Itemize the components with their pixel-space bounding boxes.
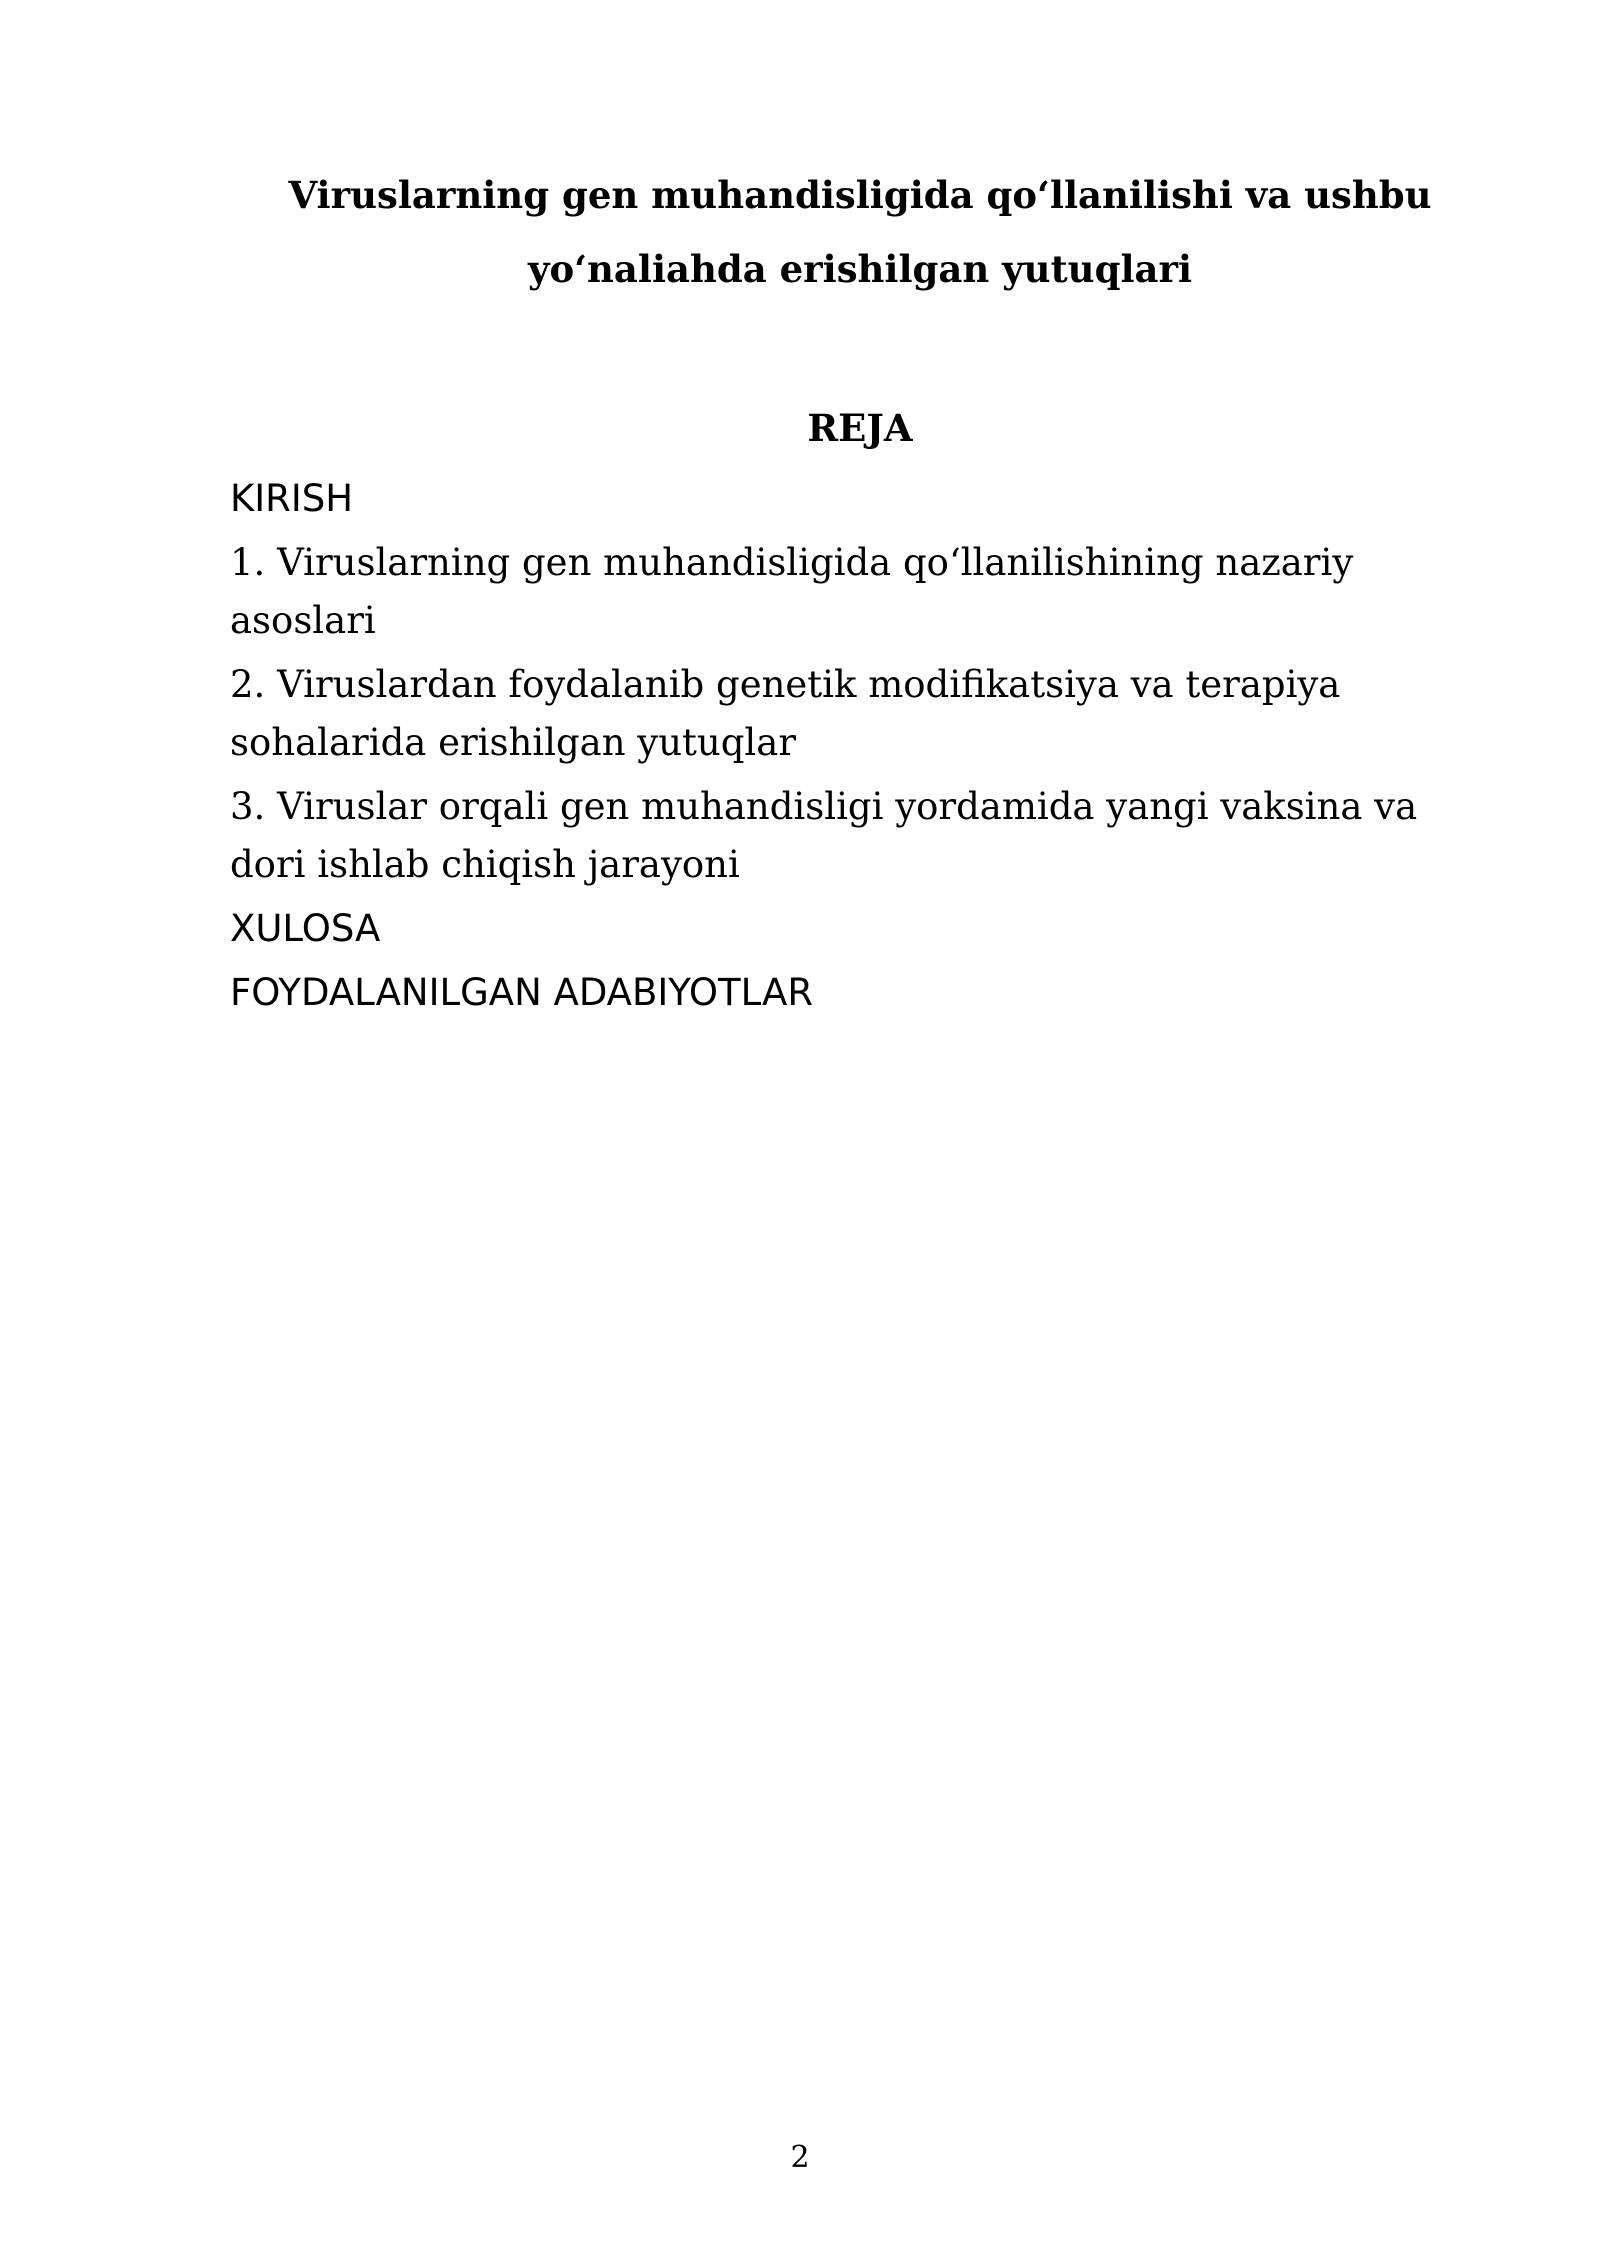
plan-item-introduction: KIRISH [230,477,354,520]
plan-item-conclusion: XULOSA [230,907,381,950]
plan-heading: REJA [807,406,913,450]
page-number: 2 [790,2140,810,2175]
plan-item-references: FOYDALANILGAN ADABIYOTLAR [230,971,814,1014]
document-title [230,158,1490,306]
plan-item-section-1: 1. Viruslarning gen muhandisligida qo‘llanilishining nazariy asoslari [230,541,1354,642]
document-title-line-2: yo‘naliahda erishilgan yutuqlari [527,247,1193,291]
plan-item-section-2: 2. Viruslardan foydalanib genetik modifikatsiya va terapiya sohalarida erishilgan yutuqlar [230,663,1341,764]
document-title-line-1: Viruslarning gen muhandisligida qo‘llanilishi va ushbu [288,173,1432,217]
plan-item-section-3: 3. Viruslar orqali gen muhandisligi yordamida yangi vaksina va dori ishlab chiqish jarayoni [230,785,1418,886]
plan-list [230,470,1470,1028]
